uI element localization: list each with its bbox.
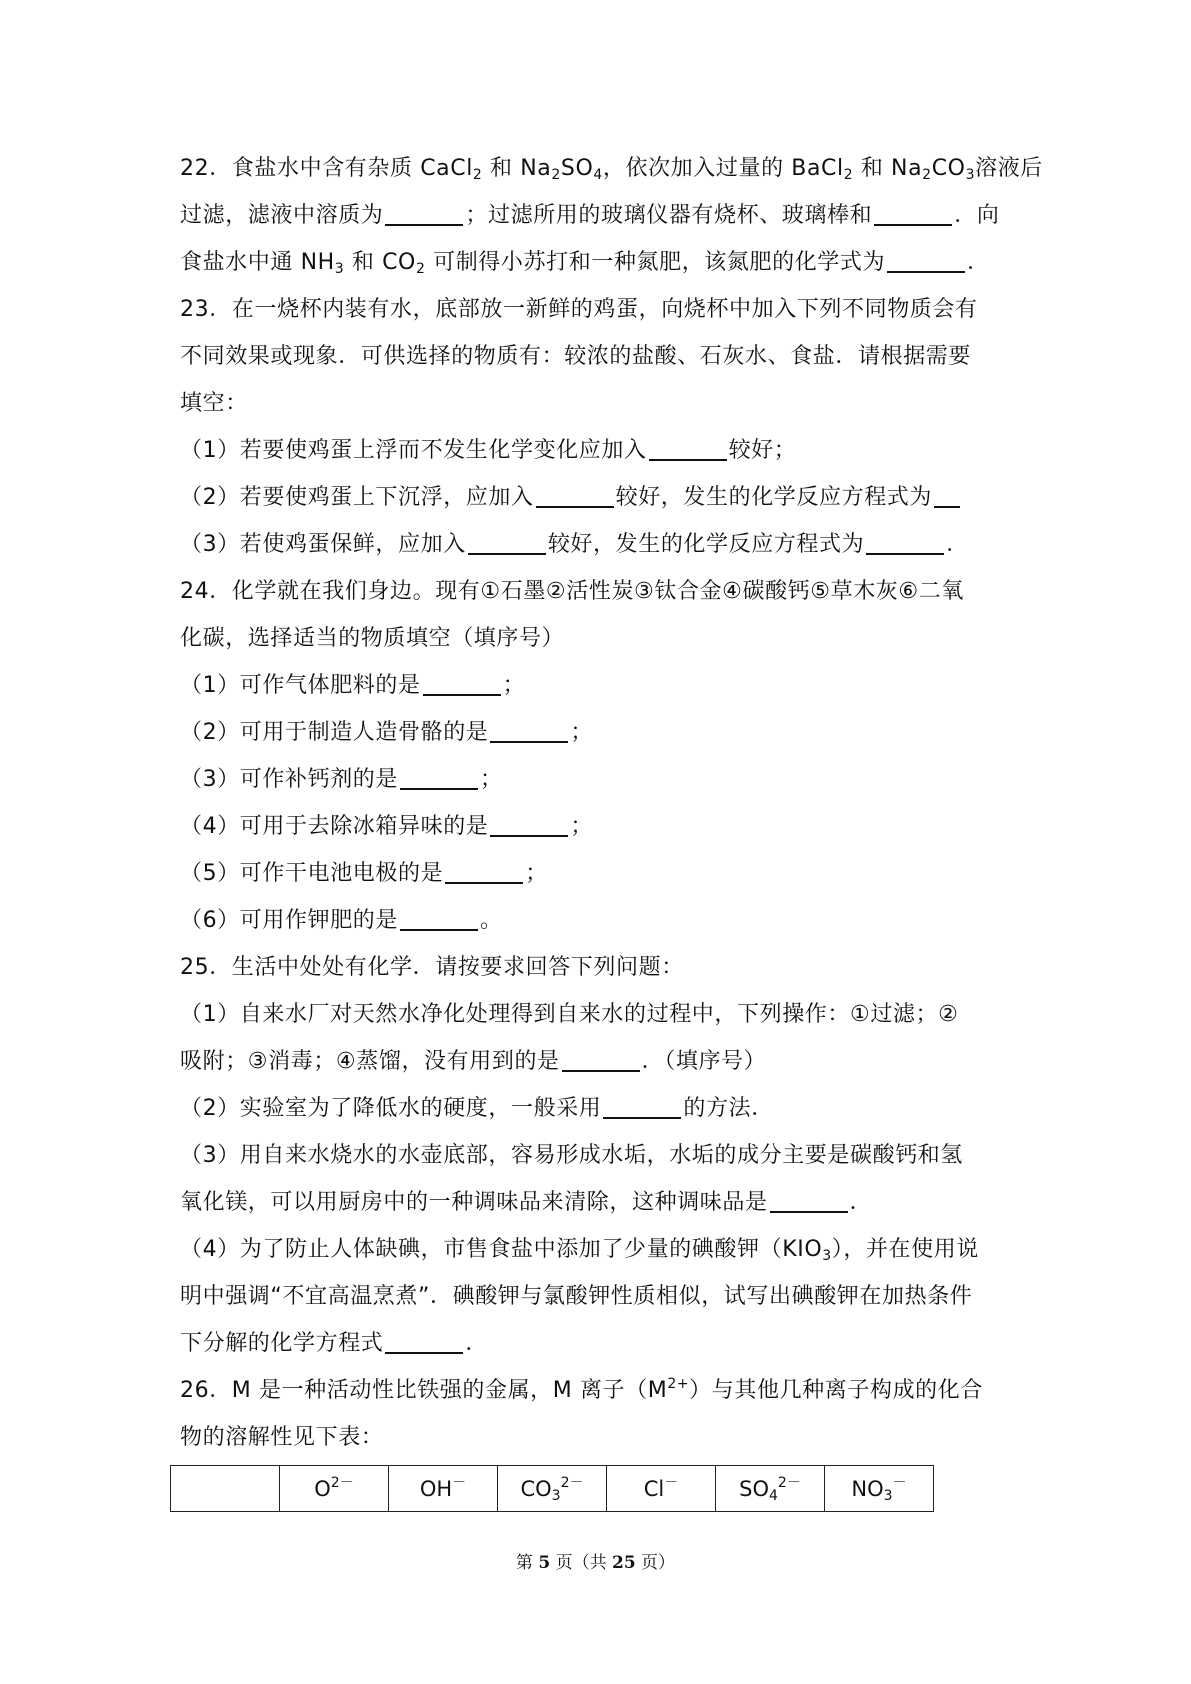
q25-text: ．: [465, 1331, 489, 1356]
q25-sub-2: [180, 1085, 1030, 1132]
q22-text: ．: [967, 250, 990, 275]
subscript: 2: [472, 167, 483, 183]
table-header-chloride: Cl－: [607, 1466, 716, 1512]
table-cell-blank: [171, 1466, 280, 1512]
q24-text: ；: [525, 861, 548, 886]
q25-sub-4a: [180, 1226, 1030, 1273]
q25-text: 的方法．: [683, 1096, 774, 1121]
table-header-nitrate: $NO_3^-$: [825, 1466, 934, 1512]
q25-sub-1b: [180, 1038, 1030, 1085]
q23-text: 较好，发生的化学反应方程式为: [615, 485, 933, 510]
answer-blank[interactable]: [536, 480, 614, 508]
q23-sub-2: [180, 474, 1030, 521]
q24-text: ；: [502, 673, 526, 698]
subscript: 2: [922, 167, 932, 183]
answer-blank[interactable]: [400, 762, 478, 790]
table-header-sulfate: $SO_4^{2-}$: [716, 1466, 825, 1512]
superscript: 2+: [667, 1376, 690, 1392]
answer-blank[interactable]: [562, 1044, 640, 1072]
q25-sub-4c: [180, 1320, 1030, 1367]
q22-text: CO: [931, 156, 966, 181]
answer-blank[interactable]: [490, 715, 568, 743]
question-content: [180, 145, 1043, 1461]
q22-text: 和 Na: [490, 156, 552, 181]
subscript: 4: [593, 167, 603, 183]
q23-line-1: 23．在一烧杯内装有水，底部放一新鲜的鸡蛋，向烧杯中加入下列不同物质会有: [180, 297, 978, 322]
q24-sub-2: [180, 709, 1030, 756]
q22-text: ；过滤所用的玻璃仪器有烧杯、玻璃棒和: [465, 203, 873, 228]
q24-text: （1）可作气体肥料的是: [180, 673, 421, 698]
q25-text: 吸附；③消毒；④蒸馏，没有用到的是: [180, 1049, 560, 1074]
answer-blank[interactable]: [423, 668, 501, 696]
q24-text: （4）可用于去除冰箱异味的是: [180, 814, 489, 839]
subscript: 2: [415, 261, 426, 277]
q25-text: ），并在使用说: [831, 1237, 979, 1262]
q23-text: ．: [946, 532, 969, 557]
q23-text: （1）若要使鸡蛋上浮而不发生化学变化应加入: [180, 438, 647, 463]
q25-sub-3a: （3）用自来水烧水的水壶底部，容易形成水垢，水垢的成分主要是碳酸钙和氢: [180, 1143, 963, 1168]
q23-sub-1: [180, 427, 1030, 474]
q22-text: 22．食盐水中含有杂质 CaCl: [180, 156, 473, 181]
subscript: 2: [843, 167, 854, 183]
q25-text: ．: [849, 1190, 873, 1215]
q22-text: ，依次加入过量的 BaCl: [602, 156, 844, 181]
q24-text: （2）可用于制造人造骨骼的是: [180, 720, 489, 745]
answer-blank[interactable]: [468, 527, 546, 555]
answer-blank[interactable]: [874, 198, 952, 226]
q24-line-2: 化碳，选择适当的物质填空（填序号）: [180, 626, 565, 651]
table-header-row: [171, 1466, 934, 1512]
q22-line-2: [180, 192, 1030, 239]
q26-line-2: 物的溶解性见下表：: [180, 1425, 384, 1450]
q24-text: （3）可作补钙剂的是: [180, 767, 398, 792]
answer-blank[interactable]: [603, 1091, 681, 1119]
q26-line-1: [180, 1367, 1030, 1414]
footer-text: 第: [515, 1553, 539, 1573]
footer-text: 页（共: [550, 1553, 612, 1573]
answer-blank[interactable]: [866, 527, 944, 555]
q22-text: 食盐水中通 NH: [180, 250, 335, 275]
subscript: 3: [965, 167, 976, 183]
answer-blank[interactable]: [649, 433, 727, 461]
subscript: 3: [334, 261, 345, 277]
q22-text: 和 Na: [860, 156, 923, 181]
q23-text: （2）若要使鸡蛋上下沉浮，应加入: [180, 485, 534, 510]
table-header-carbonate: $CO_3^{2-}$: [498, 1466, 607, 1512]
q25-sub-4b: 明中强调“不宜高温烹煮”．碘酸钾与氯酸钾性质相似，试写出碘酸钾在加热条件: [180, 1284, 973, 1309]
q22-text: SO: [560, 156, 594, 181]
answer-blank[interactable]: [770, 1185, 848, 1213]
answer-blank[interactable]: [445, 856, 523, 884]
q22-text: ．向: [954, 203, 1000, 228]
answer-blank[interactable]: [385, 1326, 463, 1354]
q25-sub-1a: （1）自来水厂对天然水净化处理得到自来水的过程中，下列操作：①过滤；②: [180, 1002, 959, 1027]
q24-text: ；: [570, 720, 594, 745]
q22-text: 可制得小苏打和一种氮肥，该氮肥的化学式为: [433, 250, 886, 275]
subscript: 2: [551, 167, 561, 183]
table-header-hydroxide: OH－: [389, 1466, 498, 1512]
q25-line-1: 25．生活中处处有化学．请按要求回答下列问题：: [180, 955, 684, 980]
q23-text: 较好，发生的化学反应方程式为: [547, 532, 865, 557]
q24-text: 。: [480, 908, 503, 933]
q22-text: 和 CO: [351, 250, 416, 275]
q23-text: 较好；: [728, 438, 797, 463]
q24-text: （5）可作干电池电极的是: [180, 861, 444, 886]
q24-text: ；: [480, 767, 503, 792]
q26-text: ）与其他几种离子构成的化合: [689, 1378, 983, 1403]
q24-text: （6）可用作钾肥的是: [180, 908, 398, 933]
footer-text: 页）: [635, 1553, 676, 1573]
page-number: 5: [538, 1553, 551, 1573]
q25-text: 下分解的化学方程式: [180, 1331, 384, 1356]
q23-line-3: 填空：: [180, 391, 248, 416]
answer-blank[interactable]: [887, 245, 965, 273]
q25-text: 氧化镁，可以用厨房中的一种调味品来清除，这种调味品是: [180, 1190, 768, 1215]
q24-sub-5: [180, 850, 1030, 897]
q26-text: 26．M 是一种活动性比铁强的金属，M 离子（M: [180, 1378, 668, 1403]
q25-text: （2）实验室为了降低水的硬度，一般采用: [180, 1096, 602, 1121]
q24-sub-4: [180, 803, 1030, 850]
page-footer: [0, 1548, 1191, 1573]
q22-text: 过滤，滤液中溶质为: [180, 203, 384, 228]
table-header-oxide: $O^{2-}$: [280, 1466, 389, 1512]
solubility-table: [170, 1465, 934, 1512]
q24-sub-3: [180, 756, 1030, 803]
page-total: 25: [611, 1553, 636, 1573]
subscript: 3: [822, 1248, 832, 1264]
q22-line-1: [180, 145, 1043, 192]
q25-text: （4）为了防止人体缺碘，市售食盐中添加了少量的碘酸钾（KIO: [180, 1237, 823, 1262]
answer-blank[interactable]: [490, 809, 568, 837]
q25-sub-3b: [180, 1179, 1030, 1226]
q24-text: ；: [570, 814, 594, 839]
q23-sub-3: [180, 521, 1030, 568]
q22-line-3: [180, 239, 1030, 286]
answer-blank[interactable]: [385, 198, 463, 226]
answer-blank[interactable]: [400, 903, 478, 931]
q24-line-1: 24．化学就在我们身边。现有①石墨②活性炭③钛合金④碳酸钙⑤草木灰⑥二氧: [180, 579, 964, 604]
q24-sub-6: [180, 897, 1030, 944]
q22-text: 溶液后: [975, 156, 1043, 181]
q25-text: ．（填序号）: [641, 1049, 767, 1074]
q23-text: （3）若使鸡蛋保鲜，应加入: [180, 532, 466, 557]
q23-line-2: 不同效果或现象．可供选择的物质有：较浓的盐酸、石灰水、食盐．请根据需要: [180, 344, 972, 369]
q24-sub-1: [180, 662, 1030, 709]
answer-blank[interactable]: [934, 480, 960, 508]
